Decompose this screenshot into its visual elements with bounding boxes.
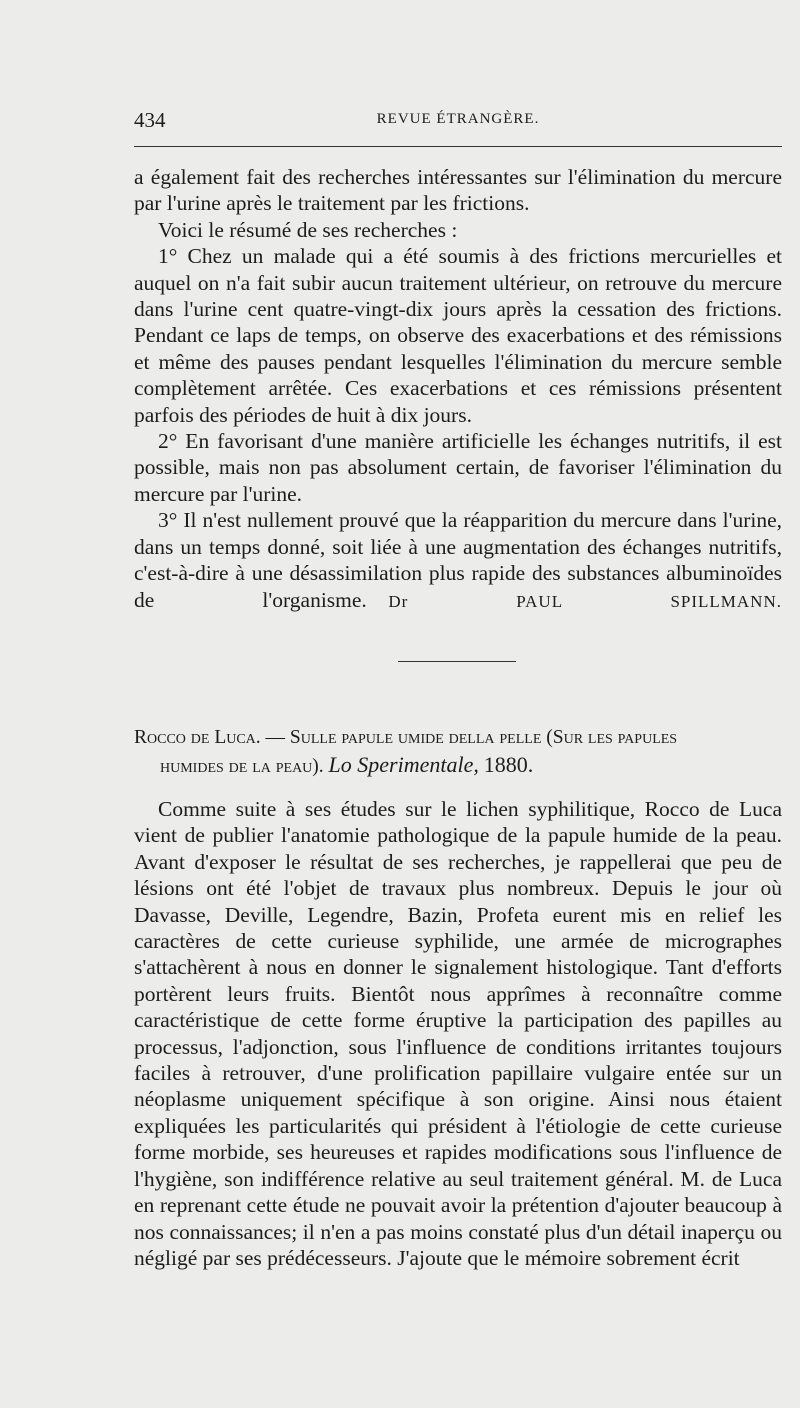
paragraph-point-1: 1° Chez un malade qui a été soumis à des frictions mercurielles et auquel on n'a fait subir aucun traitement ultérieur, on retrouve du mercure dans l'urine cent quatre-vingt-dix jours après la cessation des frictions. Pendant ce laps de temps, on observe des exacerbations et des rémissions et même des pauses pendant lesquelles l'élimination du mercure semble complètement arrêtée. Ces exacerbations et ces rémissions présentent parfois des périodes de huit à dix jours.	[134, 244, 782, 427]
journal-name: Lo Sperimentale,	[328, 752, 479, 777]
section-separator	[398, 661, 516, 662]
title-line-2-text: humides de la peau).	[160, 756, 324, 777]
paragraph-point-3	[134, 507, 782, 615]
article-title	[134, 724, 782, 780]
header-rule	[134, 146, 782, 147]
title-line-1: Rocco de Luca. — Sulle papule umide della pelle (Sur les papules	[134, 727, 678, 748]
article-spillmann	[134, 164, 782, 615]
publication-year: 1880.	[483, 752, 534, 777]
paragraph-body: Comme suite à ses études sur le lichen syphilitique, Rocco de Luca vient de publier l'anatomie pathologique de la papule humide de la peau. Avant d'exposer le résultat de ses recherches, je rappellerai que peu de lésions ont été l'objet de travaux plus nombreux. Depuis le jour où Davasse, Deville, Legendre, Bazin, Profeta eurent mis en relief les caractères de cette curieuse syphilide, une armée de micrographes s'attachèrent à nous en donner le signalement histologique. Tant d'efforts portèrent leurs fruits. Bientôt nous apprîmes à reconnaître comme caractéristique de cette forme éruptive la participation des papilles au processus, l'adjonction, sous l'influence de conditions irritantes toujours faciles à retrouver, d'une prolification papillaire vulgaire entée sur un néoplasme uniquement spécifique à son origine. Ainsi nous étaient expliquées les particularités qui président à l'étiologie de cette curieuse forme morbide, ses heureuses et rapides modifications sous l'influence de l'hygiène, son indifférence relative au seul traitement général. M. de Luca en reprenant cette étude ne pouvait avoir la prétention d'ajouter beaucoup à nos connaissances; il n'en a pas moins constaté plus d'un détail inaperçu ou négligé par ses prédécesseurs. J'ajoute que le mémoire sobrement écrit	[134, 797, 782, 1270]
paragraph-point-3-text: 3° Il n'est nullement prouvé que la réapparition du mercure dans l'urine, dans un temps donné, soit liée à une augmentation des échanges nutritifs, c'est-à-dire à une désassimilation plus rapide des substances albuminoïdes de l'organisme.	[134, 508, 782, 612]
page-number: 434	[134, 108, 166, 132]
paragraph-summary-lead: Voici le résumé de ses recherches :	[158, 217, 458, 242]
article-de-luca	[134, 796, 782, 1271]
running-title: REVUE ÉTRANGÈRE.	[376, 111, 540, 127]
author-signature: Dr PAUL SPILLMANN.	[388, 591, 782, 611]
paragraph-intro: a également fait des recherches intéressantes sur l'élimination du mercure par l'urine après le traitement par les frictions.	[134, 165, 782, 216]
page-header	[134, 108, 782, 138]
paragraph-point-2: 2° En favorisant d'une manière artificielle les échanges nutritifs, il est possible, mais non pas absolument certain, de favoriser l'élimination du mercure par l'urine.	[134, 429, 782, 506]
title-line-2	[134, 751, 782, 780]
